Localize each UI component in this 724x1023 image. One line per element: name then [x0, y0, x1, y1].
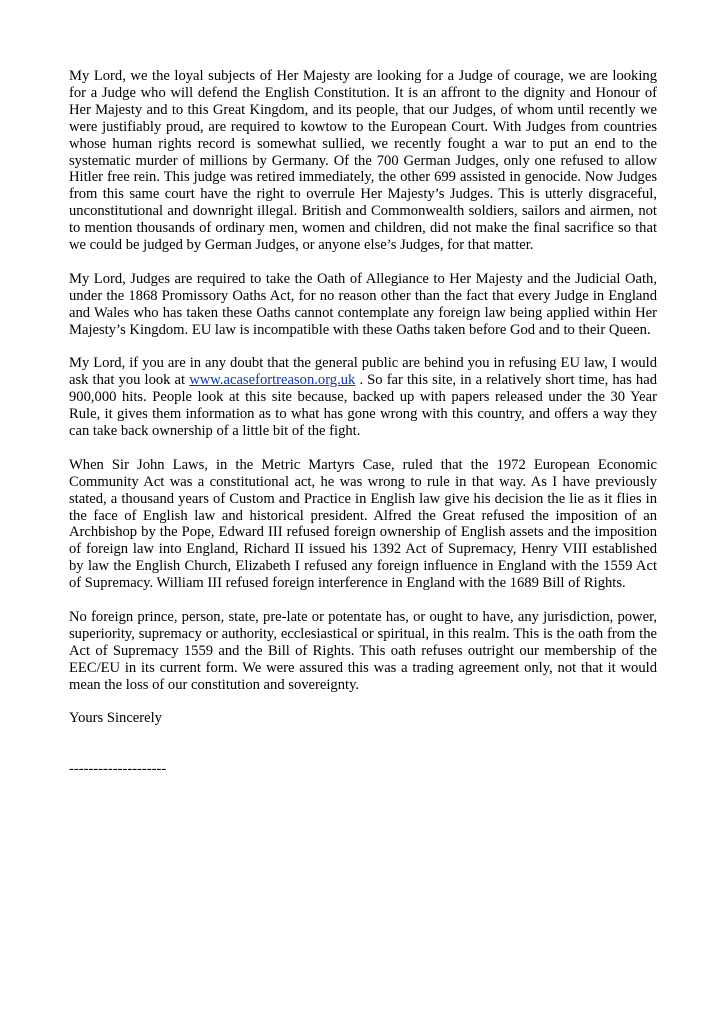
paragraph-metric-martyrs: When Sir John Laws, in the Metric Martyrs Case, ruled that the 1972 European Economic Community Act was a constitutional act, he was wrong to rule in that way. As I have previously stated, a thousand years of Custom and Practice in English law give his decision the lie as it flies in the face of English law and historical president. Alfred the Great refused the imposition of an Archbishop by the Pope, Edward III refused foreign ownership of English assets and the imposition of foreign law into England, Richard II issued his 1392 Act of Supremacy, Henry VIII established by law the English Church, Elizabeth I refused any foreign influence in England with the 1559 Act of Supremacy. William III refused foreign interference in England with the 1689 Bill of Rights. [69, 456, 657, 592]
paragraph-public-support [69, 355, 657, 440]
paragraph-oath-of-allegiance: My Lord, Judges are required to take the Oath of Allegiance to Her Majesty and the Judicial Oath, under the 1868 Promissory Oaths Act, for no reason other than the fact that every Judge in England and Wales who has taken these Oaths cannot contemplate any foreign law being applied within Her Majesty’s Kingdom. EU law is incompatible with these Oaths taken before God and to their Queen. [69, 270, 657, 338]
paragraph-judge-of-courage: My Lord, we the loyal subjects of Her Majesty are looking for a Judge of courage, we are looking for a Judge who will defend the English Constitution. It is an affront to the dignity and Honour of Her Majesty and to this Great Kingdom, and its people, that our Judges, of whom until recently we were justifiably proud, are required to kowtow to the European Court. With Judges from countries whose human rights record is somewhat sullied, we recently fought a war to put an end to the systematic murder of millions by Germany. Of the 700 German Judges, only one refused to allow Hitler free rein. This judge was retired immediately, the other 699 assisted in genocide. Now Judges from this same court have the right to overrule Her Majesty’s Judges. This is utterly disgraceful, unconstitutional and downright illegal. British and Commonwealth soldiers, sailors and airmen, not to mention thousands of ordinary men, women and children, did not make the final sacrifice so that we could be judged by German Judges, or anyone else’s Judges, for that matter. [69, 68, 657, 254]
paragraph-text-after-link: . So far this site, in a relatively short time, has had 900,000 hits. People look at this site because, backed up with papers released under the 30 Year Rule, it gives them information as to what has gone wrong with this country, and offers a way they can take back ownership of a little bit of the fight. [69, 372, 657, 439]
paragraph-act-of-supremacy: No foreign prince, person, state, pre-late or potentate has, or ought to have, any jurisdiction, power, superiority, supremacy or authority, ecclesiastical or spiritual, in this realm. This is the oath from the Act of Supremacy 1559 and the Bill of Rights. This oath refuses outright our membership of the EEC/EU in its current form. We were assured this was a trading agreement only, not that it would mean the loss of our constitution and sovereignty. [69, 608, 657, 693]
letter-page [69, 68, 657, 778]
website-link[interactable]: www.acasefortreason.org.uk [189, 372, 356, 389]
signature-line: -------------------- [69, 761, 167, 778]
paragraph-text-before-link: My Lord, if you are in any doubt that the general public are behind you in refusing EU law, I would ask that you look at [69, 355, 657, 389]
closing-salutation: Yours Sincerely [69, 710, 162, 727]
